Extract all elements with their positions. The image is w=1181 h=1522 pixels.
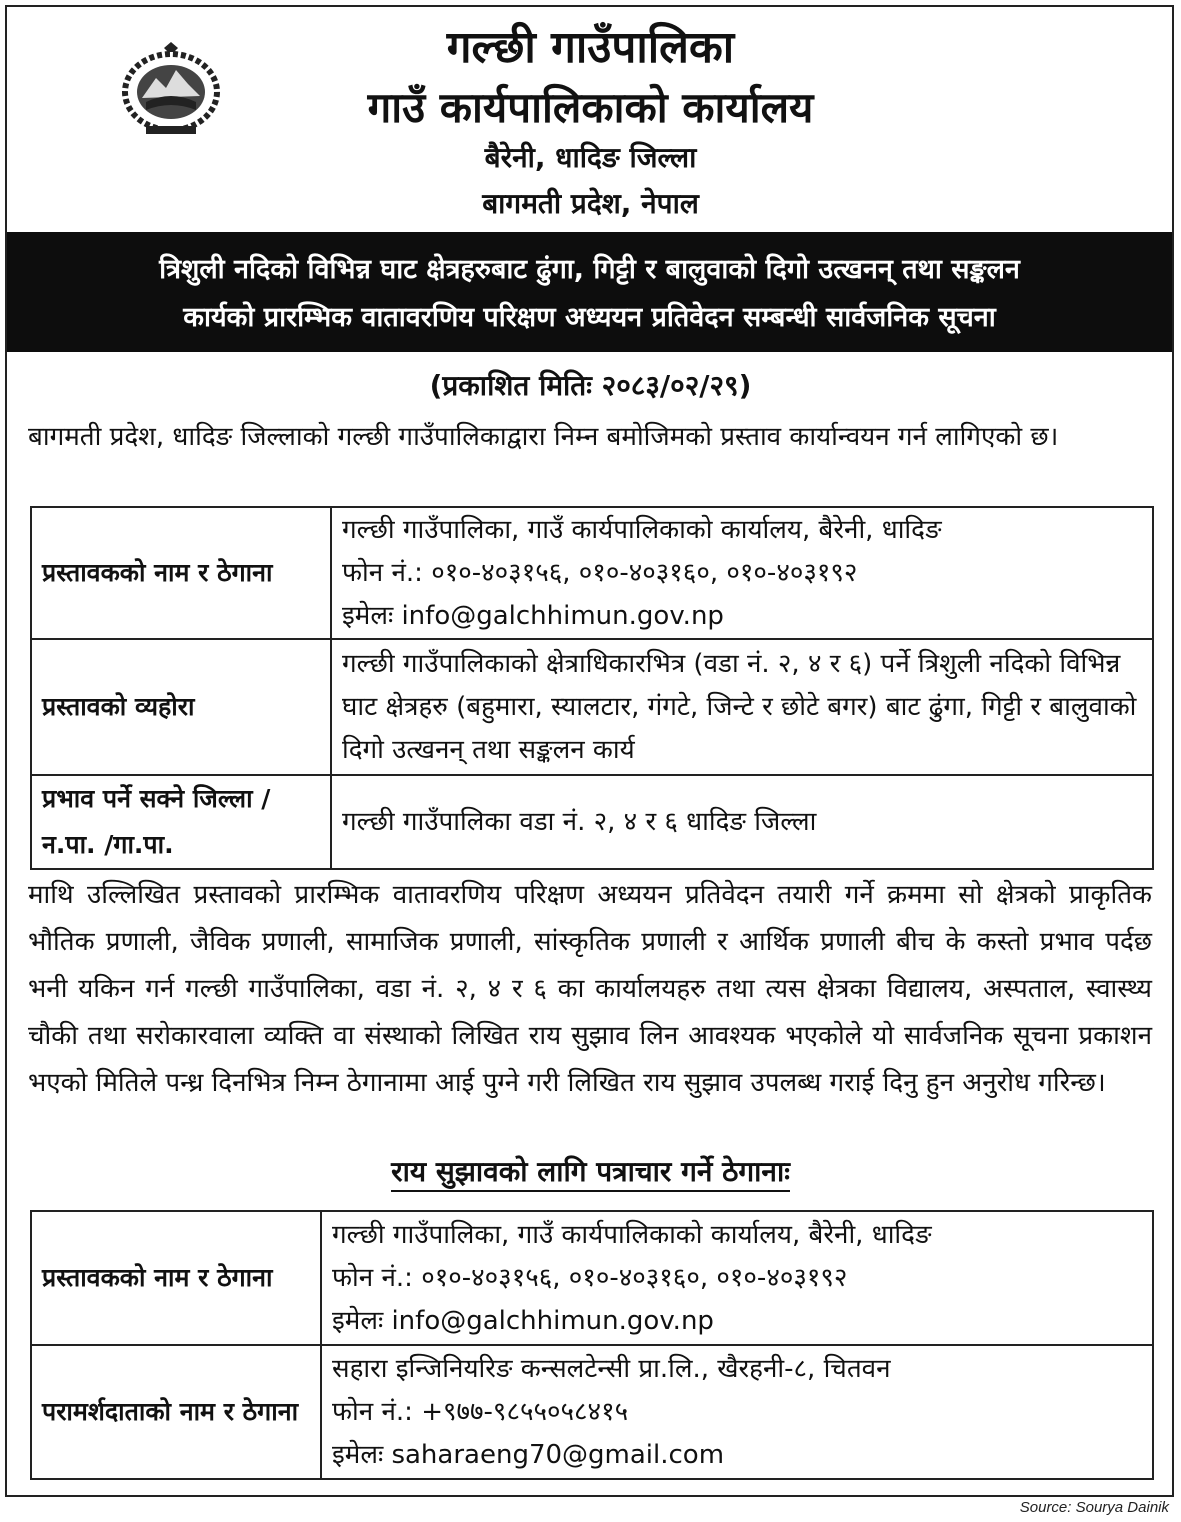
proposal-subject: गल्छी गाउँपालिकाको क्षेत्राधिकारभित्र (वडा नं. २, ४ र ६) पर्ने त्रिशुली नदिको विभिन्न घाट क्षेत्रहरु (बहुमारा, स्यालटार, गंगटे, जिन्टे र छोटे बगर) बाट ढुंगा, गिट्टी र बालुवाको दिगो उत्खनन् तथा सङ्कलन कार्य (342, 648, 1137, 765)
consultant-details (321, 1345, 1153, 1479)
consultant-label: परामर्शदाताको नाम र ठेगाना (31, 1345, 321, 1479)
proposer-email: इमेलः info@galchhimun.gov.np (342, 600, 724, 631)
proposer-label: प्रस्तावकको नाम र ठेगाना (31, 507, 331, 639)
proposal-subject-label: प्रस्तावको व्यहोरा (31, 639, 331, 775)
consultant-phone: फोन नं.: +९७७-९८५५०५८४१५ (332, 1396, 629, 1427)
affected-area-text (331, 775, 1153, 869)
table-row (31, 1345, 1153, 1479)
proposer-details (321, 1211, 1153, 1345)
consultant-email: इमेलः saharaeng70@gmail.com (332, 1439, 725, 1470)
banner-line-1: त्रिशुली नदिको विभिन्न घाट क्षेत्रहरुबाट ढुंगा, गिट्टी र बालुवाको दिगो उत्खनन् तथा सङ्कलन (159, 254, 1020, 285)
proposer-phone: फोन नं.: ०१०-४०३१५६, ०१०-४०३१६०, ०१०-४०३१९२ (342, 557, 858, 588)
consultant-name: सहारा इन्जिनियरिङ कन्सलटेन्सी प्रा.लि., खैरहनी-८, चितवन (332, 1353, 891, 1384)
proposal-subject-text (331, 639, 1153, 775)
office-province: बागमती प्रदेश, नेपाल (482, 187, 699, 220)
intro-paragraph: बागमती प्रदेश, धादिङ जिल्लाको गल्छी गाउँपालिकाद्वारा निम्न बमोजिमको प्रस्ताव कार्यान्वयन गर्न लागिएको छ। (28, 422, 1059, 452)
affected-area-label: प्रभाव पर्ने सक्ने जिल्ला /न.पा. /गा.पा. (31, 775, 331, 869)
source-credit: Source: Sourya Dainik (1019, 1499, 1169, 1516)
proposer-phone: फोन नं.: ०१०-४०३१५६, ०१०-४०३१६०, ०१०-४०३१९२ (332, 1262, 848, 1293)
publish-date: (प्रकाशित मितिः २०८३/०२/२९) (429, 369, 752, 402)
body-paragraph: माथि उल्लिखित प्रस्तावको प्रारम्भिक वातावरणिय परिक्षण अध्ययन प्रतिवेदन तयारी गर्ने क्रममा सो क्षेत्रको प्राकृतिक भौतिक प्रणाली, जैविक प्रणाली, सामाजिक प्रणाली, सांस्कृतिक प्रणाली र आर्थिक प्रणाली बीच के कस्तो प्रभाव पर्दछ भनी यकिन गर्न गल्छी गाउँपालिका, वडा नं. २, ४ र ६ का कार्यालयहरु तथा त्यस क्षेत्रका विद्यालय, अस्पताल, स्वास्थ्य चौकी तथा सरोकारवाला व्यक्ति वा संस्थाको लिखित राय सुझाव लिन आवश्यक भएकोले यो सार्वजनिक सूचना प्रकाशन भएको मितिले पन्ध्र दिनभित्र निम्न ठेगानामा आई पुग्ने गरी लिखित राय सुझाव उपलब्ध गराई दिनु हुन अनुरोध गरिन्छ। (28, 880, 1152, 1098)
office-location: बैरेनी, धादिङ जिल्ला (484, 141, 697, 174)
address-table (30, 1210, 1154, 1480)
municipality-title: गल्छी गाउँपालिका (446, 22, 735, 73)
proposer-details (331, 507, 1153, 639)
table-row (31, 507, 1153, 639)
banner-line-2: कार्यको प्रारम्भिक वातावरणिय परिक्षण अध्ययन प्रतिवेदन सम्बन्धी सार्वजनिक सूचना (183, 302, 996, 333)
affected-area: गल्छी गाउँपालिका वडा नं. २, ४ र ६ धादिङ जिल्ला (342, 806, 817, 837)
address-heading-text: राय सुझावको लागि पत्राचार गर्ने ठेगानाः (391, 1155, 790, 1192)
proposal-table (30, 506, 1154, 870)
office-title: गाउँ कार्यपालिकाको कार्यालय (367, 83, 814, 132)
table-row (31, 639, 1153, 775)
proposer-name: गल्छी गाउँपालिका, गाउँ कार्यपालिकाको कार्यालय, बैरेनी, धादिङ (332, 1219, 932, 1250)
table-row (31, 775, 1153, 869)
notice-title-banner (7, 232, 1172, 352)
proposer-email: इमेलः info@galchhimun.gov.np (332, 1305, 714, 1336)
address-heading (0, 1150, 1181, 1194)
proposer-label: प्रस्तावकको नाम र ठेगाना (31, 1211, 321, 1345)
table-row (31, 1211, 1153, 1345)
proposer-name: गल्छी गाउँपालिका, गाउँ कार्यपालिकाको कार्यालय, बैरेनी, धादिङ (342, 514, 942, 545)
